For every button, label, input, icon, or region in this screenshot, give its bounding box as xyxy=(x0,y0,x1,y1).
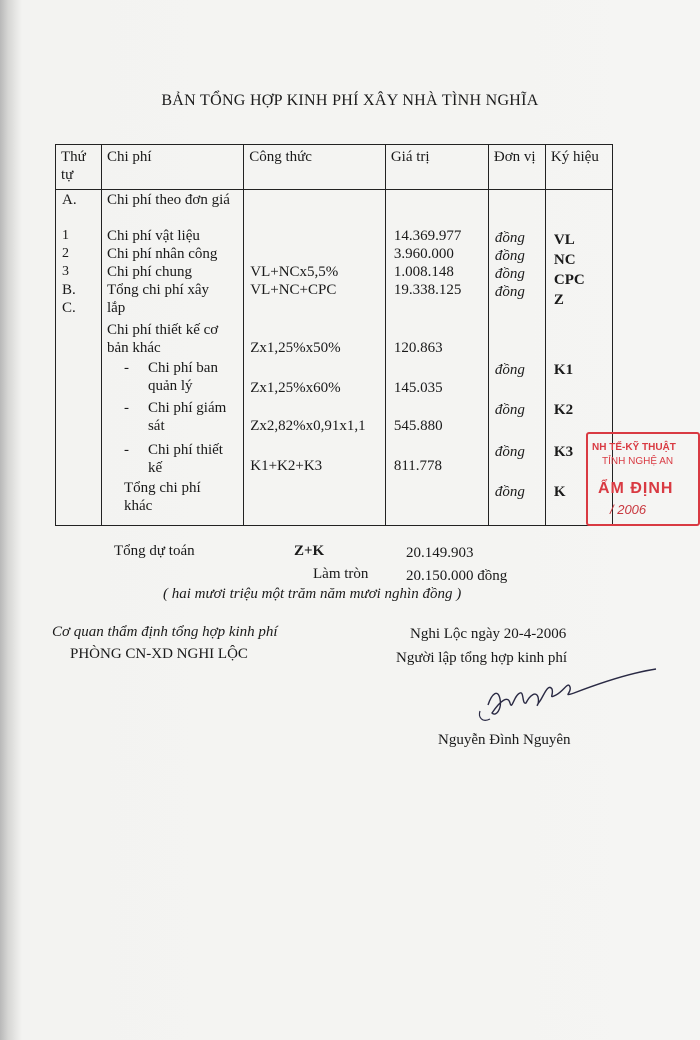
agency-line-1: Cơ quan thẩm định tổng hợp kinh phí xyxy=(52,624,278,640)
stt-a: A. xyxy=(62,192,77,208)
place-date: Nghi Lộc ngày 20-4-2006 xyxy=(410,626,567,642)
unit-column xyxy=(488,190,545,526)
symbol-z: Z xyxy=(553,292,564,308)
header-stt: Thứ tự xyxy=(56,145,102,190)
symbol-nc: NC xyxy=(553,252,576,268)
unit-nhan-cong: đồng xyxy=(494,248,525,264)
stt-2: 2 xyxy=(62,246,69,261)
preparer-name: Nguyễn Đình Nguyên xyxy=(438,732,571,748)
agency-line-2: PHÒNG CN-XD NGHI LỘC xyxy=(70,646,248,662)
formula-tong-xay-lap: VL+NC+CPC xyxy=(250,282,337,298)
dash-3: - xyxy=(123,442,129,458)
unit-vat-lieu: đồng xyxy=(494,230,525,246)
dash-2: - xyxy=(123,400,129,416)
formula-tong-khac: K1+K2+K3 xyxy=(250,458,323,474)
document-title: BẢN TỔNG HỢP KINH PHÍ XÂY NHÀ TÌNH NGHĨA xyxy=(161,92,539,109)
amount-in-words: ( hai mươi triệu một trăm năm mươi nghìn đồng ) xyxy=(163,586,462,602)
section-c-label: Chi phí thiết kế cơ xyxy=(106,322,219,338)
item-vat-lieu: Chi phí vật liệu xyxy=(106,228,200,244)
formula-chi-phi-chung: VL+NCx5,5% xyxy=(250,264,339,280)
value-vat-lieu: 14.369.977 xyxy=(393,228,462,244)
unit-tong-xay-lap: đồng xyxy=(494,284,525,300)
value-tong-xay-lap: 19.338.125 xyxy=(393,282,462,298)
stamp-line-4: / 2006 xyxy=(610,502,647,517)
item-tong-khac-2: khác xyxy=(123,498,153,514)
unit-giam-sat: đồng xyxy=(494,402,525,418)
item-tong-xay-lap: Tổng chi phí xây xyxy=(106,282,210,298)
stamp-line-1: NH TẾ-KỸ THUẬT xyxy=(592,442,676,453)
total-formula: Z+K xyxy=(294,543,325,559)
symbol-k1: K1 xyxy=(553,362,574,378)
stt-1: 1 xyxy=(62,228,69,243)
symbol-k2: K2 xyxy=(553,402,574,418)
symbol-vl: VL xyxy=(553,232,575,248)
rounded-label: Làm tròn xyxy=(313,566,369,582)
table-header-row xyxy=(56,145,613,190)
cost-table xyxy=(55,144,613,526)
value-column xyxy=(385,190,488,526)
stt-b: B. xyxy=(62,282,76,298)
unit-thiet-ke: đồng xyxy=(494,444,525,460)
formula-giam-sat: Zx1,25%x60% xyxy=(250,380,341,396)
item-tong-xay-lap-2: lắp xyxy=(106,300,126,316)
item-thiet-ke: Chi phí thiết xyxy=(147,442,223,458)
unit-tong-khac: đồng xyxy=(494,484,525,500)
header-symbol: Ký hiệu xyxy=(545,145,612,190)
item-chi-phi-chung: Chi phí chung xyxy=(106,264,192,280)
stamp-line-2: TỈNH NGHỆ AN xyxy=(602,456,674,467)
total-label: Tổng dự toán xyxy=(114,543,195,559)
header-formula: Công thức xyxy=(244,145,386,190)
symbol-k: K xyxy=(553,484,566,500)
approval-stamp xyxy=(586,432,700,526)
stt-c: C. xyxy=(62,300,76,316)
formula-column xyxy=(244,190,386,526)
value-tong-khac: 811.778 xyxy=(393,458,443,474)
value-giam-sat: 145.035 xyxy=(393,380,443,396)
preparer-role: Người lập tổng hợp kinh phí xyxy=(396,650,568,666)
value-thiet-ke: 545.880 xyxy=(393,418,443,434)
item-nhan-cong: Chi phí nhân công xyxy=(106,246,218,262)
header-item: Chi phí xyxy=(101,145,243,190)
stt-3: 3 xyxy=(62,264,69,279)
total-value: 20.149.903 xyxy=(406,545,474,561)
section-a-label: Chi phí theo đơn giá xyxy=(106,192,230,208)
formula-ban-quan-ly: Zx1,25%x50% xyxy=(250,340,341,356)
formula-thiet-ke: Zx2,82%x0,91x1,1 xyxy=(250,418,366,434)
section-c-label-2: bản khác xyxy=(106,340,161,356)
item-thiet-ke-2: kế xyxy=(147,460,163,476)
item-ban-quan-ly-2: quản lý xyxy=(147,378,193,394)
table-body-row xyxy=(56,190,613,526)
item-giam-sat: Chi phí giám xyxy=(147,400,227,416)
header-value: Giá trị xyxy=(385,145,488,190)
item-ban-quan-ly: Chi phí ban xyxy=(147,360,218,376)
item-tong-khac: Tổng chi phí xyxy=(123,480,201,496)
signature xyxy=(470,665,660,730)
stamp-line-3: ẨM ĐỊNH xyxy=(598,480,674,497)
rounded-value: 20.150.000 đồng xyxy=(406,568,508,584)
symbol-k3: K3 xyxy=(553,444,574,460)
item-column xyxy=(101,190,243,526)
value-chi-phi-chung: 1.008.148 xyxy=(393,264,454,280)
unit-ban-quan-ly: đồng xyxy=(494,362,525,378)
value-nhan-cong: 3.960.000 xyxy=(393,246,454,262)
symbol-cpc: CPC xyxy=(553,272,585,288)
header-unit: Đơn vị xyxy=(488,145,545,190)
stt-column xyxy=(56,190,102,526)
value-ban-quan-ly: 120.863 xyxy=(393,340,443,356)
item-giam-sat-2: sát xyxy=(147,418,165,434)
dash-1: - xyxy=(123,360,129,376)
unit-chi-phi-chung: đồng xyxy=(494,266,525,282)
